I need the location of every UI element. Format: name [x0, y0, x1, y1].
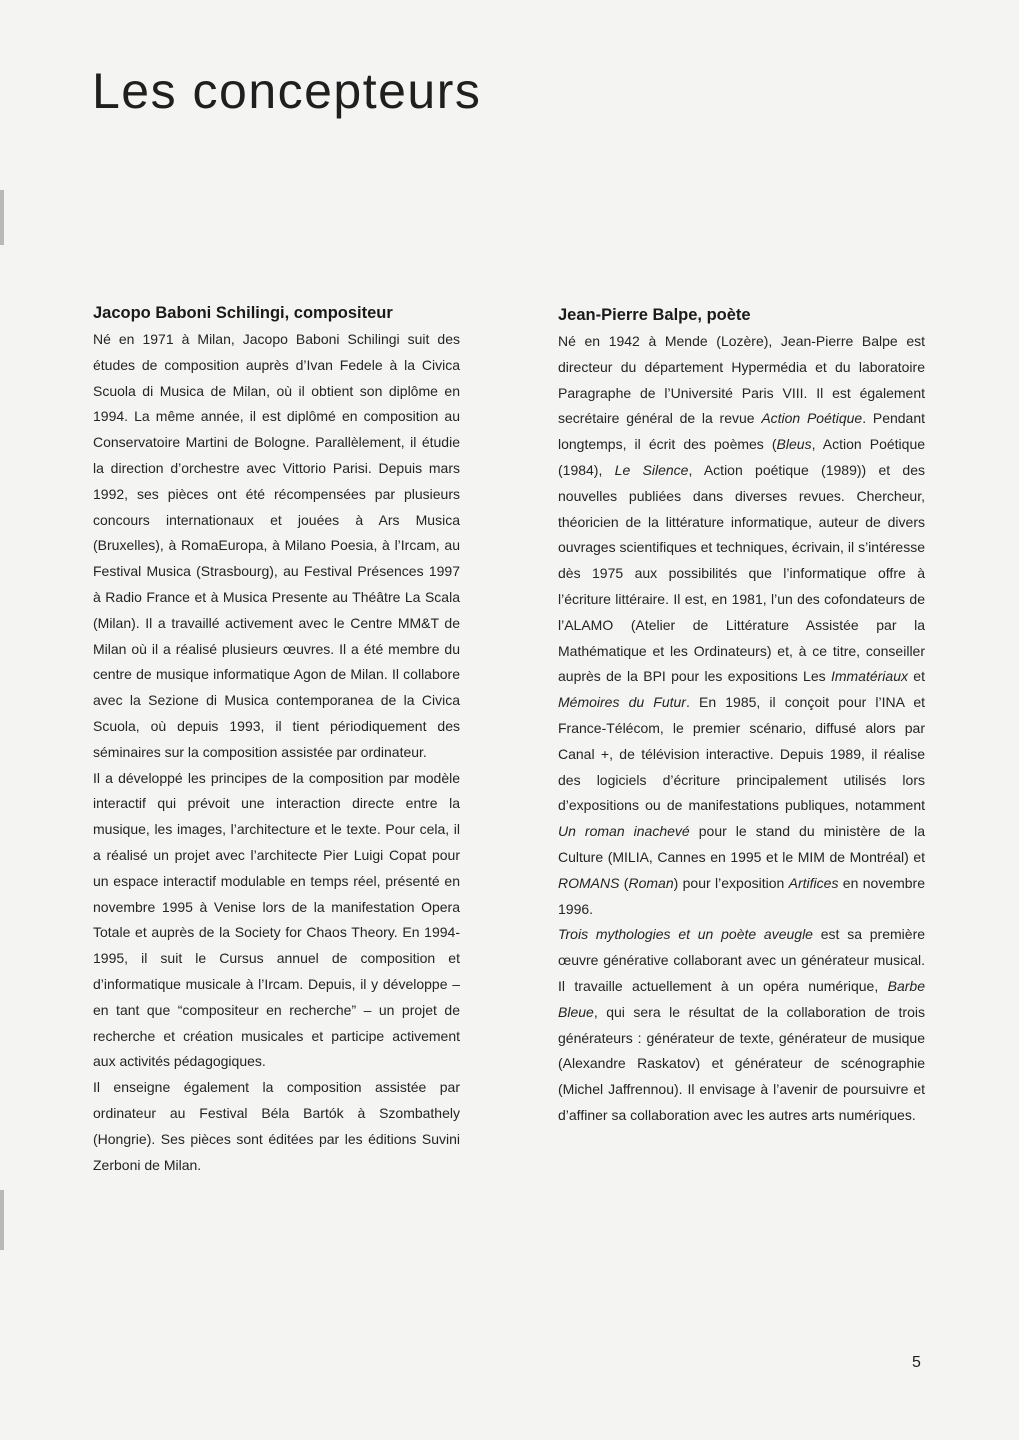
work-title: Barbe Bleue — [558, 977, 925, 1020]
poet-section — [558, 304, 925, 1129]
poet-heading: Jean-Pierre Balpe, poète — [558, 306, 751, 324]
text-run: ( — [619, 874, 629, 891]
work-title: Un roman inachevé — [558, 823, 690, 840]
text-run: , Action poétique (1989)) et des nouvelles publiées dans diverses revues. Chercheur, théoricien de la littérature informatique, auteur de divers ouvrages scientifiques et techniques, écrivain, il s’intéresse dès 1975 aux possibilités que l’informatique offre à l’écriture littéraire. Il est, en 1981, l’un des cofondateurs de l’ALAMO (Atelier de Littérature Assistée par la Mathématique et les Ordinateurs) et, à ce titre, conseiller auprès de la BPI pour les expositions Les — [558, 461, 925, 685]
text-run: ) pour l’exposition — [673, 874, 789, 891]
text-run: . Pendant longtemps, il écrit des poèmes ( — [558, 410, 926, 453]
text-run: et — [907, 668, 925, 685]
text-run: , Action Poétique (1984), — [558, 436, 926, 478]
work-title: Trois mythologies et un poète aveugle — [558, 926, 813, 943]
text-run: est sa première œuvre générative collaborant avec un générateur musical. Il travaille actuellement à un opéra numérique, — [558, 926, 926, 994]
composer-section — [93, 302, 460, 1178]
page-edge-mark — [0, 1190, 4, 1250]
exhibition-title: Artifices — [788, 874, 839, 891]
text-run: pour le stand du ministère de la Culture (MILIA, Cannes en 1995 et le MIM de Montréal) et — [558, 823, 925, 865]
composer-heading: Jacopo Baboni Schilingi, compositeur — [93, 304, 393, 322]
text-run: Né en 1942 à Mende (Lozère), Jean-Pierre Balpe est directeur du département Hypermédia et du laboratoire Paragraphe de l’Université Paris VIII. Il est également secrétaire général de la revue — [558, 333, 925, 427]
page-edge-mark — [0, 190, 4, 245]
text-run: en novembre 1996. — [558, 874, 925, 917]
poet-paragraph-1 — [558, 329, 925, 922]
exhibition-title: Mémoires du Futur — [558, 694, 686, 711]
text-run: , qui sera le résultat de la collaboration de trois générateurs : générateur de texte, générateur de musique (Alexandre Raskatov) et générateur de scénographie (Michel Jaffrennou). Il envisage à l’avenir de poursuivre et d’affiner sa collaboration avec les autres arts numériques. — [558, 1003, 925, 1123]
journal-title: Action Poétique — [761, 410, 863, 427]
composer-bio — [93, 327, 460, 1178]
page-number: 5 — [912, 1354, 921, 1371]
composer-paragraph-1: Né en 1971 à Milan, Jacopo Baboni Schilingi suit des études de composition auprès d’Ivan Fedele à la Civica Scuola di Musica de Milan, où il obtient son diplôme en 1994. La même année, il est diplômé en composition au Conservatoire Martini de Bologne. Parallèlement, il étudie la direction d’orchestre avec Vittorio Parisi. Depuis mars 1992, ses pièces ont été récompensées par plusieurs concours internationaux et jouées à Ars Musica (Bruxelles), à RomaEuropa, à Milano Poesia, à l’Ircam, au Festival Musica (Strasbourg), au Festival Présences 1997 à Radio France et à Musica Presente au Théâtre La Scala (Milan). Il a travaillé activement avec le Centre MM&T de Milan où il a réalisé plusieurs œuvres. Il a été membre du centre de musique informatique Agon de Milan. Il collabore avec la Sezione di Musica contemporanea de la Civica Scuola, où depuis 1993, il tient périodiquement des séminaires sur la composition assistée par ordinateur. — [93, 331, 460, 760]
page-title: Les concepteurs — [92, 63, 482, 119]
work-title: ROMANS — [558, 874, 620, 891]
work-title: Roman — [628, 874, 674, 891]
text-run: . En 1985, il conçoit pour l’INA et France-Télécom, le premier scénario, diffusé alors par Canal +, de télévision interactive. Depuis 1989, il réalise des logiciels d’écriture principalement utilisés lors d’expositions ou de manifestations publiques, notamment — [558, 694, 925, 814]
work-title: Le Silence — [614, 461, 689, 478]
poet-bio — [558, 329, 925, 1129]
work-title: Bleus — [776, 436, 812, 453]
poet-paragraph-2 — [558, 922, 925, 1128]
composer-paragraph-3: Il enseigne également la composition assistée par ordinateur au Festival Béla Bartók à Szombathely (Hongrie). Ses pièces sont éditées par les éditions Suvini Zerboni de Milan. — [93, 1079, 460, 1173]
composer-paragraph-2: Il a développé les principes de la composition par modèle interactif qui prévoit une interaction directe entre la musique, les images, l’architecture et le texte. Pour cela, il a réalisé un projet avec l’architecte Pier Luigi Copat pour un espace interactif modulable en temps réel, présenté en novembre 1995 à Venise lors de la manifestation Opera Totale et auprès de la Society for Chaos Theory. En 1994-1995, il suit le Cursus annuel de composition et d’informatique musicale à l’Ircam. Depuis, il y développe – en tant que “compositeur en recherche” – un projet de recherche et création musicales et participe activement aux activités pédagogiques. — [93, 769, 460, 1070]
exhibition-title: Immatériaux — [830, 668, 908, 685]
